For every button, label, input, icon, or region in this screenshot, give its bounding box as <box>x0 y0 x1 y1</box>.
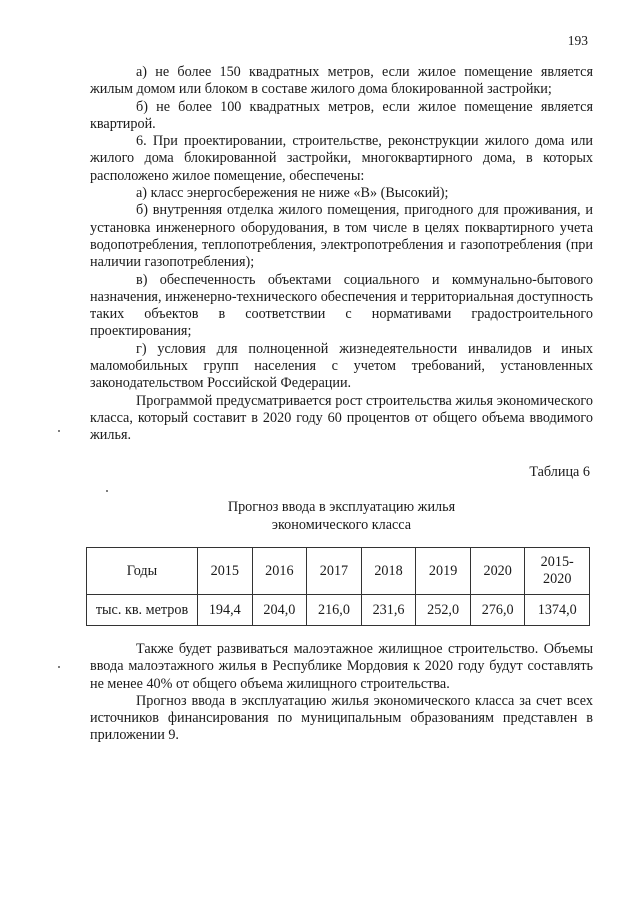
header-cell: 2015- 2020 <box>525 548 590 595</box>
scan-speck <box>58 666 60 668</box>
paragraph: в) обеспеченность объектами социального и коммунально-бытового назначения, инженерно-технического обеспечения и территориальная доступность таких объектов в соответствии с нормативами градостроительного проектирования; <box>90 271 593 340</box>
paragraph: б) внутренняя отделка жилого помещения, пригодного для проживания, и установка инженерного оборудования, в том числе в целях поквартирного учета водопотребления, теплопотребления, электропотребления и газопотребления (при наличии газопотребления); <box>90 202 593 271</box>
table-cell: 231,6 <box>361 595 416 626</box>
table-header-row <box>87 548 590 595</box>
paragraph: Также будет развиваться малоэтажное жилищное строительство. Объемы ввода малоэтажного жилья в Республике Мордовия к 2020 году будут составлять не менее 40% от общего объема жилищного строительства. <box>90 641 593 692</box>
header-cell: 2016 <box>252 548 307 595</box>
paragraph: 6. При проектировании, строительстве, реконструкции жилого дома или жилого дома блокированной застройки, многоквартирного дома, в которых расположено жилое помещение, обеспечены: <box>90 133 593 184</box>
body-text-bottom <box>90 641 593 745</box>
table-caption: Таблица 6 <box>529 464 590 480</box>
table-cell: 1374,0 <box>525 595 590 626</box>
table-cell: 216,0 <box>307 595 362 626</box>
forecast-table <box>86 547 590 626</box>
header-cell: 2017 <box>307 548 362 595</box>
paragraph: Прогноз ввода в эксплуатацию жилья экономического класса за счет всех источников финансирования по муниципальным образованиям представлен в приложении 9. <box>90 692 593 744</box>
header-cell: 2020 <box>470 548 525 595</box>
table-row <box>87 595 590 626</box>
scan-speck <box>58 430 60 432</box>
header-cell: 2019 <box>416 548 471 595</box>
paragraph: б) не более 100 квадратных метров, если жилое помещение является квартирой. <box>90 98 593 132</box>
page-number: 193 <box>567 33 588 48</box>
table-cell: тыс. кв. метров <box>87 595 198 626</box>
paragraph: а) не более 150 квадратных метров, если жилое помещение является жилым домом или блоком в составе жилого дома блокированной застройки; <box>90 64 593 98</box>
paragraph: г) условия для полноценной жизнедеятельности инвалидов и иных маломобильных групп населения с учетом требований, установленных законодательством Российской Федерации. <box>90 340 593 392</box>
body-text-top <box>90 64 593 445</box>
table-title-line: экономического класса <box>271 517 412 533</box>
table-title <box>90 498 593 534</box>
table-cell: 276,0 <box>470 595 525 626</box>
table-cell: 204,0 <box>252 595 307 626</box>
table-cell: 252,0 <box>416 595 471 626</box>
scan-speck <box>106 490 108 492</box>
header-cell: 2015 <box>198 548 253 595</box>
header-cell: Годы <box>87 548 198 595</box>
paragraph: Программой предусматривается рост строительства жилья экономического класса, который составит в 2020 году 60 процентов от общего объема вводимого жилья. <box>90 392 593 444</box>
table-cell: 194,4 <box>198 595 253 626</box>
table-title-line: Прогноз ввода в эксплуатацию жилья <box>227 499 456 515</box>
paragraph: а) класс энергосбережения не ниже «В» (Высокий); <box>136 185 449 202</box>
header-cell: 2018 <box>361 548 416 595</box>
